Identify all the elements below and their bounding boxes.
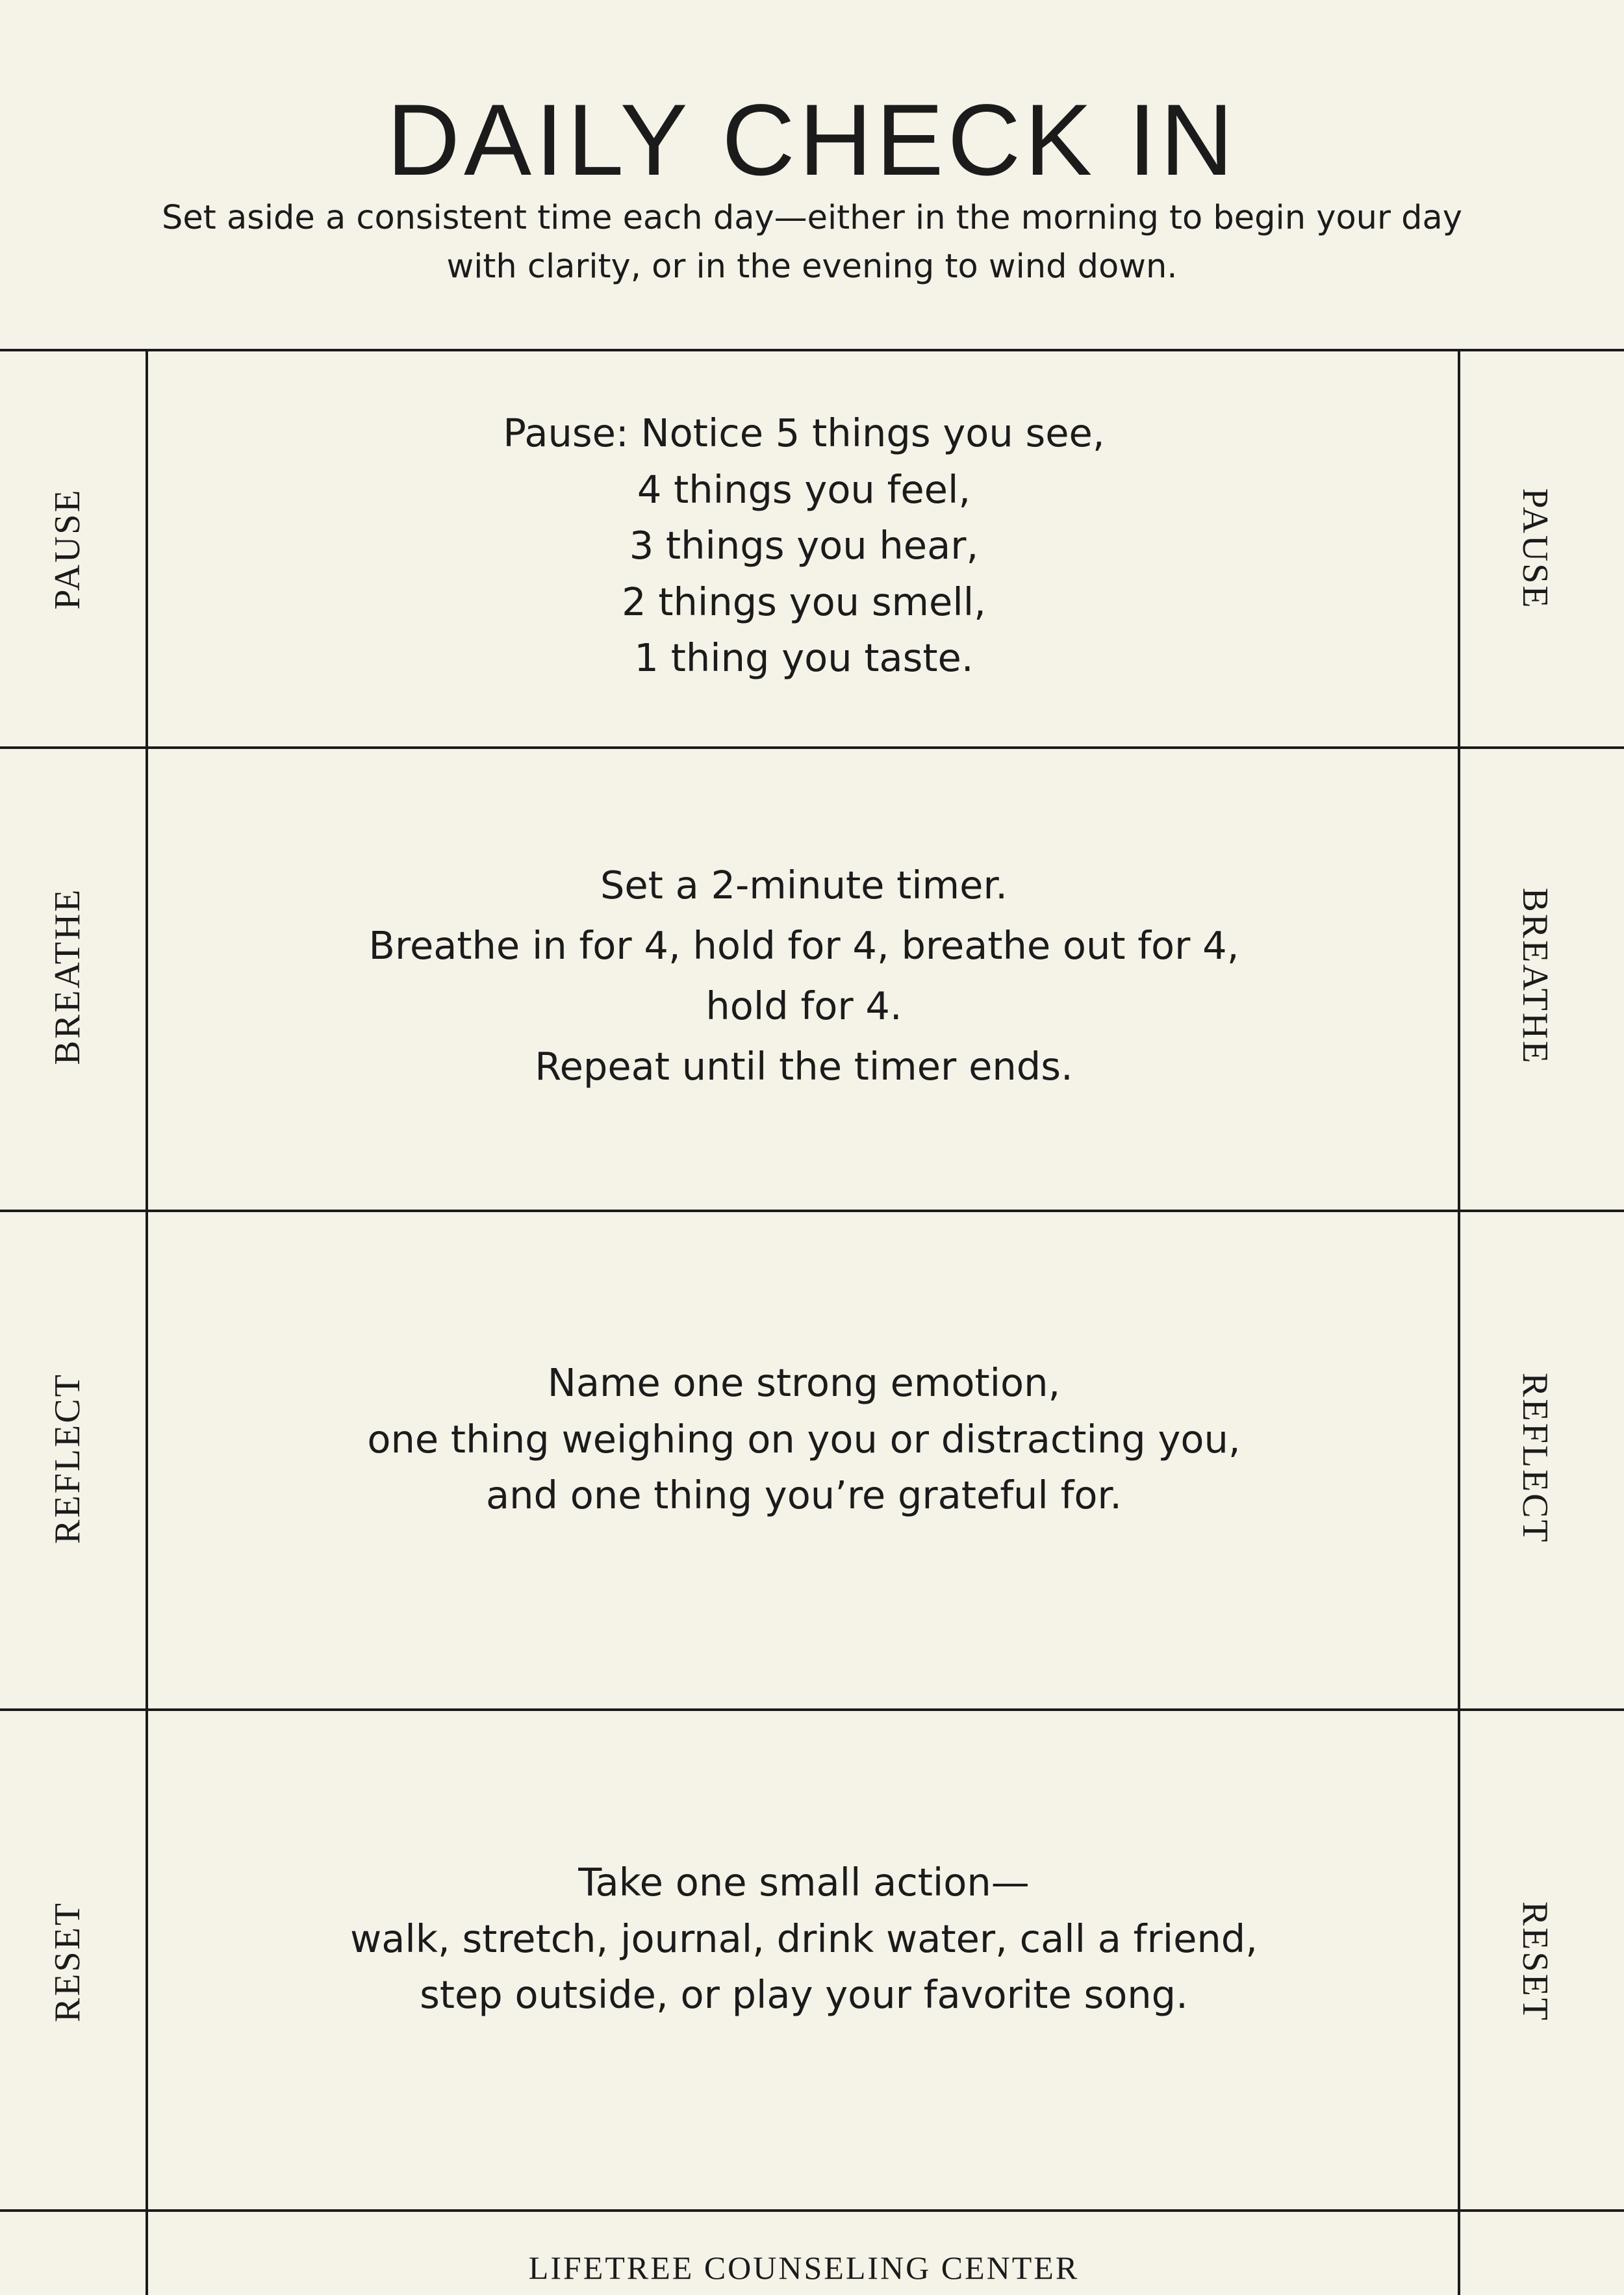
row-reset-line-3: step outside, or play your favorite song. bbox=[420, 1972, 1188, 2017]
row-reflect-line-1: Name one strong emotion, bbox=[547, 1360, 1061, 1405]
divider-pause-breathe bbox=[0, 746, 1624, 749]
row-pause-line-3: 3 things you hear, bbox=[629, 523, 979, 568]
row-reset-text bbox=[149, 1855, 1458, 2023]
row-pause-line-1: Pause: Notice 5 things you see, bbox=[503, 411, 1105, 455]
row-breathe-line-3: hold for 4. bbox=[705, 983, 902, 1028]
row-breathe-left-label: BREATHE bbox=[47, 887, 88, 1065]
divider-top bbox=[0, 349, 1624, 351]
row-breathe-line-2: Breathe in for 4, hold for 4, breathe out for 4, bbox=[368, 923, 1239, 968]
row-reflect-right-label-wrap bbox=[1515, 1373, 1555, 1544]
divider-reflect-reset bbox=[0, 1708, 1624, 1711]
page-title: DAILY CHECK IN bbox=[387, 84, 1237, 197]
column-divider-left bbox=[146, 349, 148, 2295]
row-pause-line-2: 4 things you feel, bbox=[637, 466, 971, 512]
row-reflect-right-label: REFLECT bbox=[1515, 1373, 1555, 1544]
row-pause-text bbox=[149, 405, 1458, 687]
divider-reset-footer bbox=[0, 2209, 1624, 2212]
subtitle-line-2: with clarity, or in the evening to wind down. bbox=[446, 247, 1178, 286]
row-reflect-line-3: and one thing you’re grateful for. bbox=[485, 1473, 1123, 1517]
row-reset-right-label: RESET bbox=[1515, 1901, 1555, 2023]
row-breathe-line-1: Set a 2-minute timer. bbox=[600, 863, 1008, 907]
row-pause-right-label-wrap bbox=[1515, 488, 1555, 610]
row-reflect-line-2: one thing weighing on you or distracting you, bbox=[367, 1416, 1241, 1462]
divider-breathe-reflect bbox=[0, 1210, 1624, 1212]
row-reset-left-label: RESET bbox=[47, 1901, 88, 2023]
row-pause-line-4: 2 things you smell, bbox=[622, 579, 986, 624]
row-reset-line-2: walk, stretch, journal, drink water, call a friend, bbox=[349, 1916, 1258, 1961]
row-reset-line-1: Take one small action— bbox=[578, 1860, 1030, 1905]
row-pause-right-label: PAUSE bbox=[1515, 488, 1555, 610]
row-pause-line-5: 1 thing you taste. bbox=[634, 635, 974, 680]
page-subtitle bbox=[97, 194, 1527, 291]
row-breathe-line-4: Repeat until the timer ends. bbox=[535, 1044, 1073, 1089]
row-breathe-text bbox=[149, 855, 1458, 1097]
row-breathe-right-label: BREATHE bbox=[1515, 887, 1555, 1065]
row-pause-left-label: PAUSE bbox=[47, 488, 88, 610]
row-reflect-left-label: REFLECT bbox=[47, 1373, 88, 1544]
row-reflect-text bbox=[149, 1355, 1458, 1524]
subtitle-line-1: Set aside a consistent time each day—either in the morning to begin your day bbox=[162, 199, 1462, 237]
row-breathe-right-label-wrap bbox=[1515, 887, 1555, 1065]
footer-organization: LIFETREE COUNSELING CENTER bbox=[528, 2250, 1080, 2286]
